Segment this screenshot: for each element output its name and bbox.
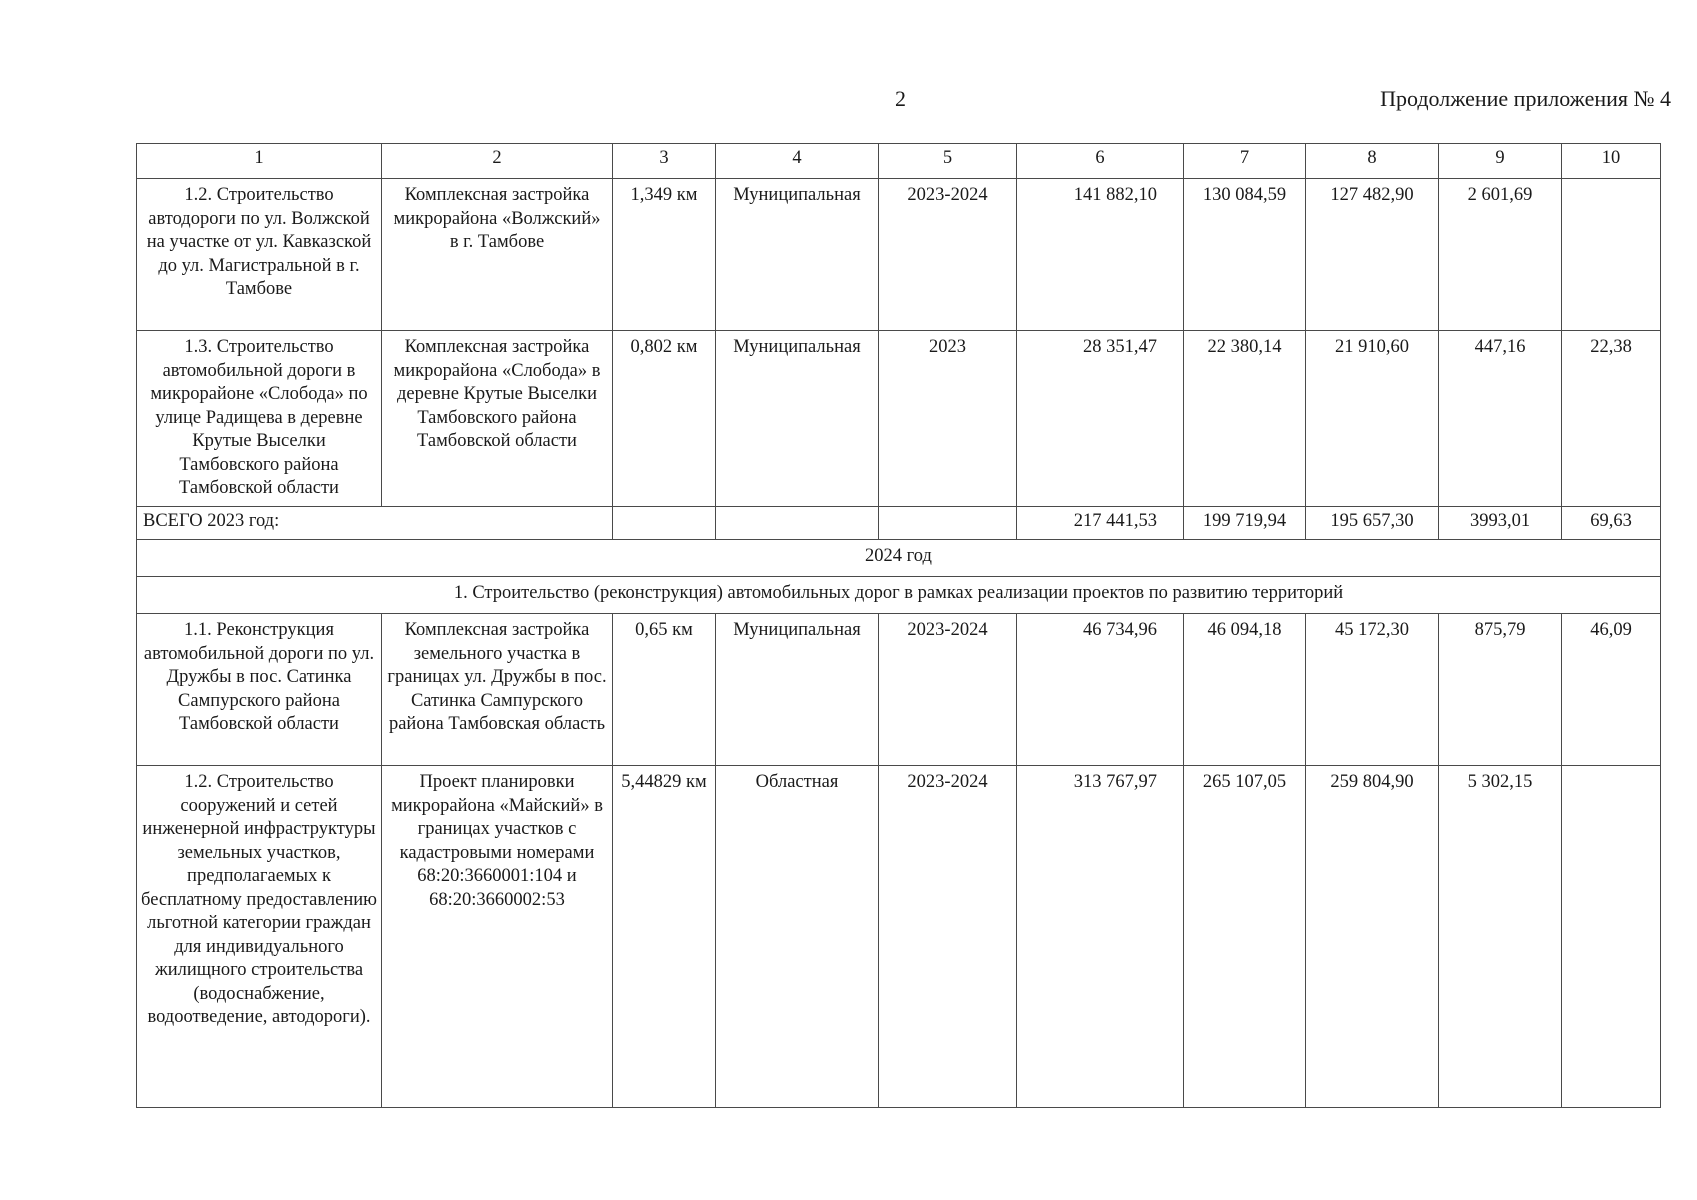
amount-cell: 127 482,90 <box>1306 179 1439 331</box>
basis-cell: Проект планировки микрорайона «Майский» в границах участков с кадастровыми номерами 68:20:3660001:104 и 68:20:3660002:53 <box>382 766 613 1108</box>
ownership-cell: Областная <box>716 766 879 1108</box>
amount-cell: 46 734,96 <box>1017 614 1184 766</box>
column-number: 8 <box>1306 144 1439 179</box>
table-row <box>137 331 1661 507</box>
financing-table <box>136 143 1661 1108</box>
total-label: ВСЕГО 2023 год: <box>137 507 613 540</box>
empty-cell <box>613 507 716 540</box>
amount-cell <box>1562 766 1661 1108</box>
total-amount-cell: 69,63 <box>1562 507 1661 540</box>
period-cell: 2023-2024 <box>879 179 1017 331</box>
table-row <box>137 766 1661 1108</box>
length-cell: 0,802 км <box>613 331 716 507</box>
total-amount-cell: 195 657,30 <box>1306 507 1439 540</box>
total-amount-cell: 3993,01 <box>1439 507 1562 540</box>
basis-cell: Комплексная застройка микрорайона «Волжский» в г. Тамбове <box>382 179 613 331</box>
table-row <box>137 614 1661 766</box>
year-2024-row <box>137 540 1661 577</box>
empty-cell <box>879 507 1017 540</box>
page-number: 2 <box>895 86 906 111</box>
period-cell: 2023 <box>879 331 1017 507</box>
amount-cell: 22,38 <box>1562 331 1661 507</box>
amount-cell: 875,79 <box>1439 614 1562 766</box>
column-number-row <box>137 144 1661 179</box>
empty-cell <box>716 507 879 540</box>
period-cell: 2023-2024 <box>879 614 1017 766</box>
object-name-cell: 1.2. Строительство автодороги по ул. Волжской на участке от ул. Кавказской до ул. Магистральной в г. Тамбове <box>137 179 382 331</box>
column-number: 9 <box>1439 144 1562 179</box>
object-name-cell: 1.1. Реконструкция автомобильной дороги по ул. Дружбы в пос. Сатинка Сампурского района Тамбовской области <box>137 614 382 766</box>
length-cell: 0,65 км <box>613 614 716 766</box>
total-amount-cell: 199 719,94 <box>1184 507 1306 540</box>
amount-cell: 130 084,59 <box>1184 179 1306 331</box>
amount-cell: 2 601,69 <box>1439 179 1562 331</box>
column-number: 6 <box>1017 144 1184 179</box>
amount-cell: 141 882,10 <box>1017 179 1184 331</box>
length-cell: 5,44829 км <box>613 766 716 1108</box>
section-heading: 1. Строительство (реконструкция) автомобильных дорог в рамках реализации проектов по развитию территорий <box>137 577 1661 614</box>
column-number: 3 <box>613 144 716 179</box>
ownership-cell: Муниципальная <box>716 614 879 766</box>
appendix-label: Продолжение приложения № 4 <box>1380 86 1671 111</box>
column-number: 4 <box>716 144 879 179</box>
object-name-cell: 1.3. Строительство автомобильной дороги в микрорайоне «Слобода» по улице Радищева в деревне Крутые Выселки Тамбовского района Тамбовской области <box>137 331 382 507</box>
total-2023-row <box>137 507 1661 540</box>
section-heading-row <box>137 577 1661 614</box>
column-number: 1 <box>137 144 382 179</box>
column-number: 2 <box>382 144 613 179</box>
total-amount-cell: 217 441,53 <box>1017 507 1184 540</box>
period-cell: 2023-2024 <box>879 766 1017 1108</box>
amount-cell: 5 302,15 <box>1439 766 1562 1108</box>
year-heading: 2024 год <box>137 540 1661 577</box>
length-cell: 1,349 км <box>613 179 716 331</box>
column-number: 10 <box>1562 144 1661 179</box>
amount-cell: 46 094,18 <box>1184 614 1306 766</box>
basis-cell: Комплексная застройка земельного участка в границах ул. Дружбы в пос. Сатинка Сампурского района Тамбовская область <box>382 614 613 766</box>
object-name-cell: 1.2. Строительство сооружений и сетей инженерной инфраструктуры земельных участков, предполагаемых к бесплатному предоставлению льготной категории граждан для индивидуального жилищного строительства (водоснабжение, водоотведение, автодороги). <box>137 766 382 1108</box>
column-number: 5 <box>879 144 1017 179</box>
amount-cell: 28 351,47 <box>1017 331 1184 507</box>
table-row <box>137 179 1661 331</box>
amount-cell: 21 910,60 <box>1306 331 1439 507</box>
column-number: 7 <box>1184 144 1306 179</box>
ownership-cell: Муниципальная <box>716 179 879 331</box>
ownership-cell: Муниципальная <box>716 331 879 507</box>
amount-cell: 45 172,30 <box>1306 614 1439 766</box>
basis-cell: Комплексная застройка микрорайона «Слобода» в деревне Крутые Выселки Тамбовского района Тамбовской области <box>382 331 613 507</box>
amount-cell: 265 107,05 <box>1184 766 1306 1108</box>
amount-cell <box>1562 179 1661 331</box>
amount-cell: 447,16 <box>1439 331 1562 507</box>
amount-cell: 259 804,90 <box>1306 766 1439 1108</box>
amount-cell: 313 767,97 <box>1017 766 1184 1108</box>
amount-cell: 22 380,14 <box>1184 331 1306 507</box>
amount-cell: 46,09 <box>1562 614 1661 766</box>
